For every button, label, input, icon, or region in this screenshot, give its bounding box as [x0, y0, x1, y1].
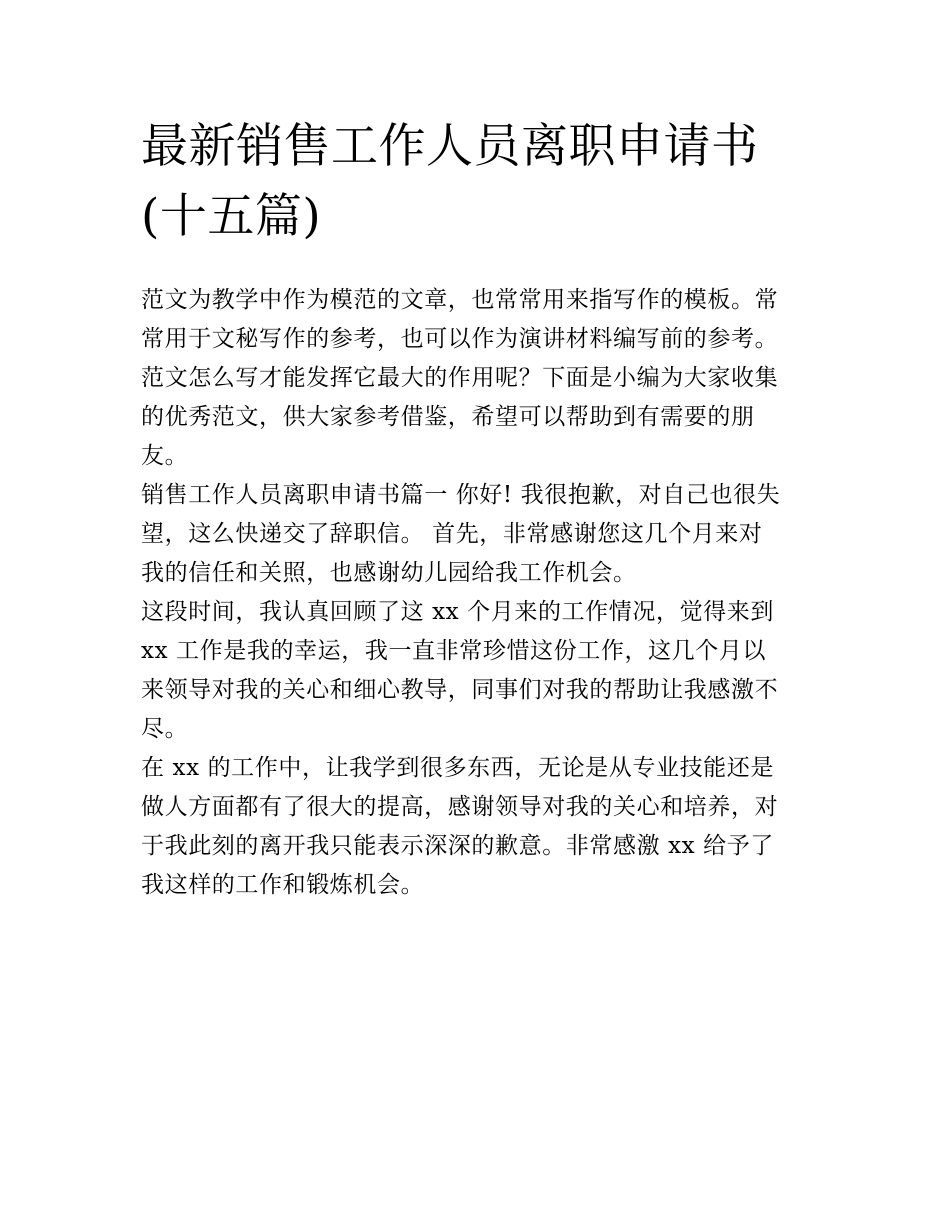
paragraph-letter-opening	[141, 476, 831, 593]
text-line: 我的信任和关照，也感谢幼儿园给我工作机会。	[141, 560, 637, 586]
document-title	[141, 112, 841, 252]
text-line: 的优秀范文，供大家参考借鉴，希望可以帮助到有需要的朋	[141, 404, 755, 430]
text-line: 尽。	[141, 716, 189, 742]
text-line: 这段时间，我认真回顾了这 xx 个月来的工作情况，觉得来到	[141, 599, 774, 625]
text-line: 来领导对我的关心和细心教导，同事们对我的帮助让我感激不	[141, 677, 779, 703]
text-line: 于我此刻的离开我只能表示深深的歉意。非常感激 xx 给予了	[141, 833, 774, 859]
text-line: 在 xx 的工作中，让我学到很多东西，无论是从专业技能还是	[141, 755, 774, 781]
text-line: 望，这么快递交了辞职信。 首先，非常感谢您这几个月来对	[141, 521, 763, 547]
paragraph-intro	[141, 281, 831, 476]
text-line: 范文为教学中作为模范的文章，也常常用来指写作的模板。常	[141, 287, 779, 313]
document-body	[141, 281, 831, 905]
text-line: 友。	[141, 443, 189, 469]
text-line: 做人方面都有了很大的提高，感谢领导对我的关心和培养，对	[141, 794, 779, 820]
text-line: 范文怎么写才能发挥它最大的作用呢？下面是小编为大家收集	[141, 365, 779, 391]
text-line: 销售工作人员离职申请书篇一 你好! 我很抱歉，对自己也很失	[141, 482, 781, 508]
text-line: 我这样的工作和锻炼机会。	[141, 872, 425, 898]
text-line: xx 工作是我的幸运，我一直非常珍惜这份工作，这几个月以	[141, 638, 767, 664]
title-line-2: (十五篇)	[141, 189, 322, 244]
title-line-1: 最新销售工作人员离职申请书	[141, 119, 759, 174]
paragraph-review	[141, 593, 831, 749]
text-line: 常用于文秘写作的参考，也可以作为演讲材料编写前的参考。	[141, 326, 779, 352]
paragraph-gratitude	[141, 749, 831, 905]
